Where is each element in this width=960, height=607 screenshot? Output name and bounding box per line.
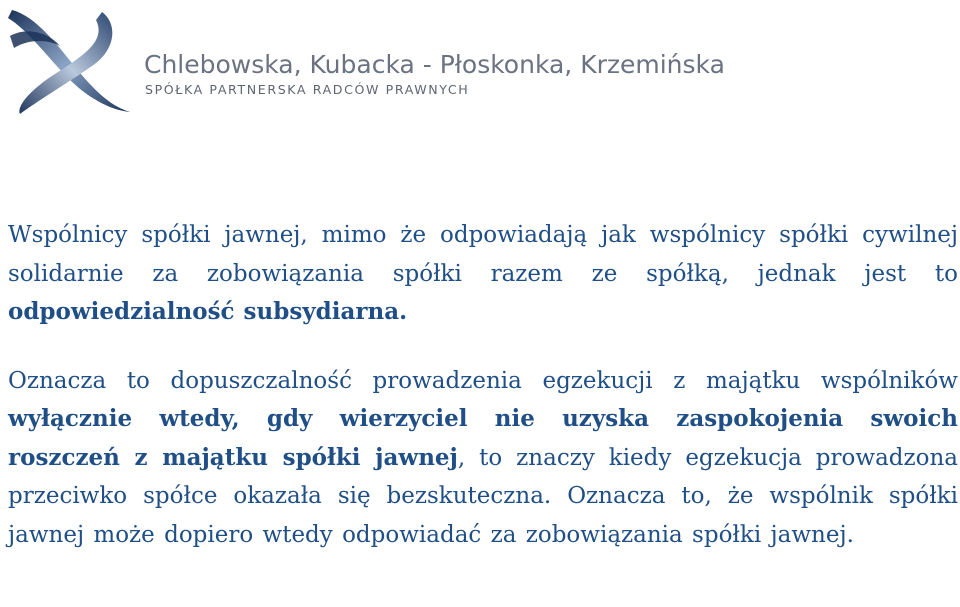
paragraph-2-bold: wyłącznie wtedy, gdy wierzyciel nie uzyska zaspokojenia swoich roszczeń z majątku spółki jawnej	[8, 405, 958, 471]
paragraph-2-text-end: , to znaczy kiedy egzekucja prowadzona przeciwko spółce okazała się bezskuteczna. Oznacza to, że wspólnik spółki jawnej może dopiero wtedy odpowiadać za zobowiązania spółki jawnej.	[8, 444, 958, 548]
firm-name: Chlebowska, Kubacka - Płoskonka, Krzemińska	[144, 50, 725, 79]
letterhead	[0, 0, 960, 130]
paragraph-1-text: Wspólnicy spółki jawnej, mimo że odpowiadają jak wspólnicy spółki cywilnej solidarnie za zobowiązania spółki razem ze spółką, jednak jest to	[8, 222, 958, 287]
paragraph-1-bold: odpowiedzialność subsydiarna.	[8, 298, 408, 325]
paragraph-1	[8, 216, 958, 332]
firm-subtitle: SPÓŁKA PARTNERSKA RADCÓW PRAWNYCH	[145, 82, 470, 97]
ribbon-logo-icon	[6, 6, 134, 118]
main-content	[8, 216, 958, 554]
paragraph-2-text-start: Oznacza to dopuszczalność prowadzenia egzekucji z majątku wspólników	[8, 367, 958, 394]
paragraph-2	[8, 362, 958, 555]
